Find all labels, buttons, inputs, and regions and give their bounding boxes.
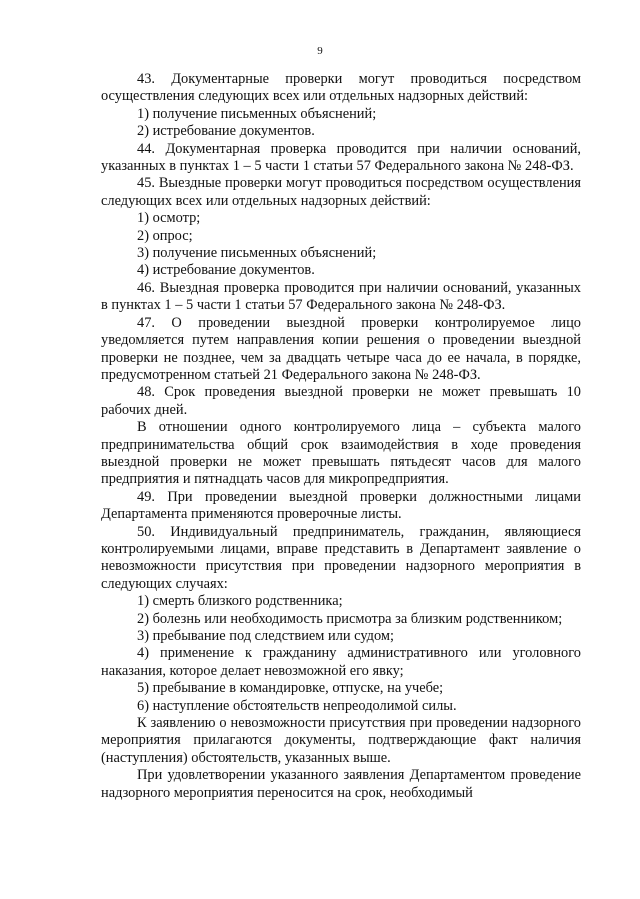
list-item: 2) болезнь или необходимость присмотра за близким родственником;: [137, 610, 563, 627]
list-item: 1) смерть близкого родственника;: [137, 593, 343, 610]
paragraph-45: 45. Выездные проверки могут проводиться посредством осуществления следующих всех или отдельных надзорных действий:: [101, 175, 581, 209]
page-number: 9: [317, 45, 323, 57]
list-item: 2) опрос;: [137, 227, 193, 244]
list-item: 4) применение к гражданину административного или уголовного наказания, которое делает невозможной его явку;: [101, 645, 581, 679]
paragraph-48-small-business: В отношении одного контролируемого лица – субъекта малого предпринимательства общий срок взаимодействия в ходе проведения выездной проверки не может превышать пятьдесят часов для малого предприятия и пятнадцать часов для микропредприятия.: [101, 419, 581, 488]
list-item: 1) осмотр;: [137, 210, 201, 227]
paragraph-43: 43. Документарные проверки могут проводиться посредством осуществления следующих всех или отдельных надзорных действий:: [101, 71, 581, 105]
document-body: [101, 71, 581, 802]
list-item: 6) наступление обстоятельств непреодолимой силы.: [137, 697, 457, 714]
paragraph-50: 50. Индивидуальный предприниматель, гражданин, являющиеся контролируемыми лицами, вправе представить в Департамент заявление о невозможности присутствия при проведении надзорного мероприятия в следующих случаях:: [101, 523, 581, 592]
list-item: 4) истребование документов.: [137, 262, 315, 279]
paragraph-48: 48. Срок проведения выездной проверки не может превышать 10 рабочих дней.: [101, 384, 581, 418]
list-item: 5) пребывание в командировке, отпуске, на учебе;: [137, 680, 444, 697]
paragraph-44: 44. Документарная проверка проводится при наличии оснований, указанных в пунктах 1 – 5 части 1 статьи 57 Федерального закона № 248-ФЗ.: [101, 140, 581, 175]
list-item: 3) пребывание под следствием или судом;: [137, 628, 395, 644]
list-item: 1) получение письменных объяснений;: [137, 105, 377, 122]
paragraph-49: 49. При проведении выездной проверки должностными лицами Департамента применяются проверочные листы.: [101, 488, 581, 523]
paragraph-postponement: При удовлетворении указанного заявления Департаментом проведение надзорного мероприятия переносится на срок, необходимый: [101, 767, 581, 801]
paragraph-47: 47. О проведении выездной проверки контролируемое лицо уведомляется путем направления копии решения о проведении выездной проверки не позднее, чем за двадцать четыре часа до ее начала, в порядке, предусмотренном статьей 21 Федерального закона № 248-ФЗ.: [101, 314, 581, 383]
list-item: 3) получение письменных объяснений;: [137, 245, 377, 262]
paragraph-attachments: К заявлению о невозможности присутствия при проведении надзорного мероприятия прилагаются документы, подтверждающие факт наличия (наступления) обстоятельств, указанных выше.: [101, 715, 581, 766]
paragraph-46: 46. Выездная проверка проводится при наличии оснований, указанных в пунктах 1 – 5 части 1 статьи 57 Федерального закона № 248-ФЗ.: [101, 279, 581, 314]
list-item: 2) истребование документов.: [137, 123, 315, 140]
